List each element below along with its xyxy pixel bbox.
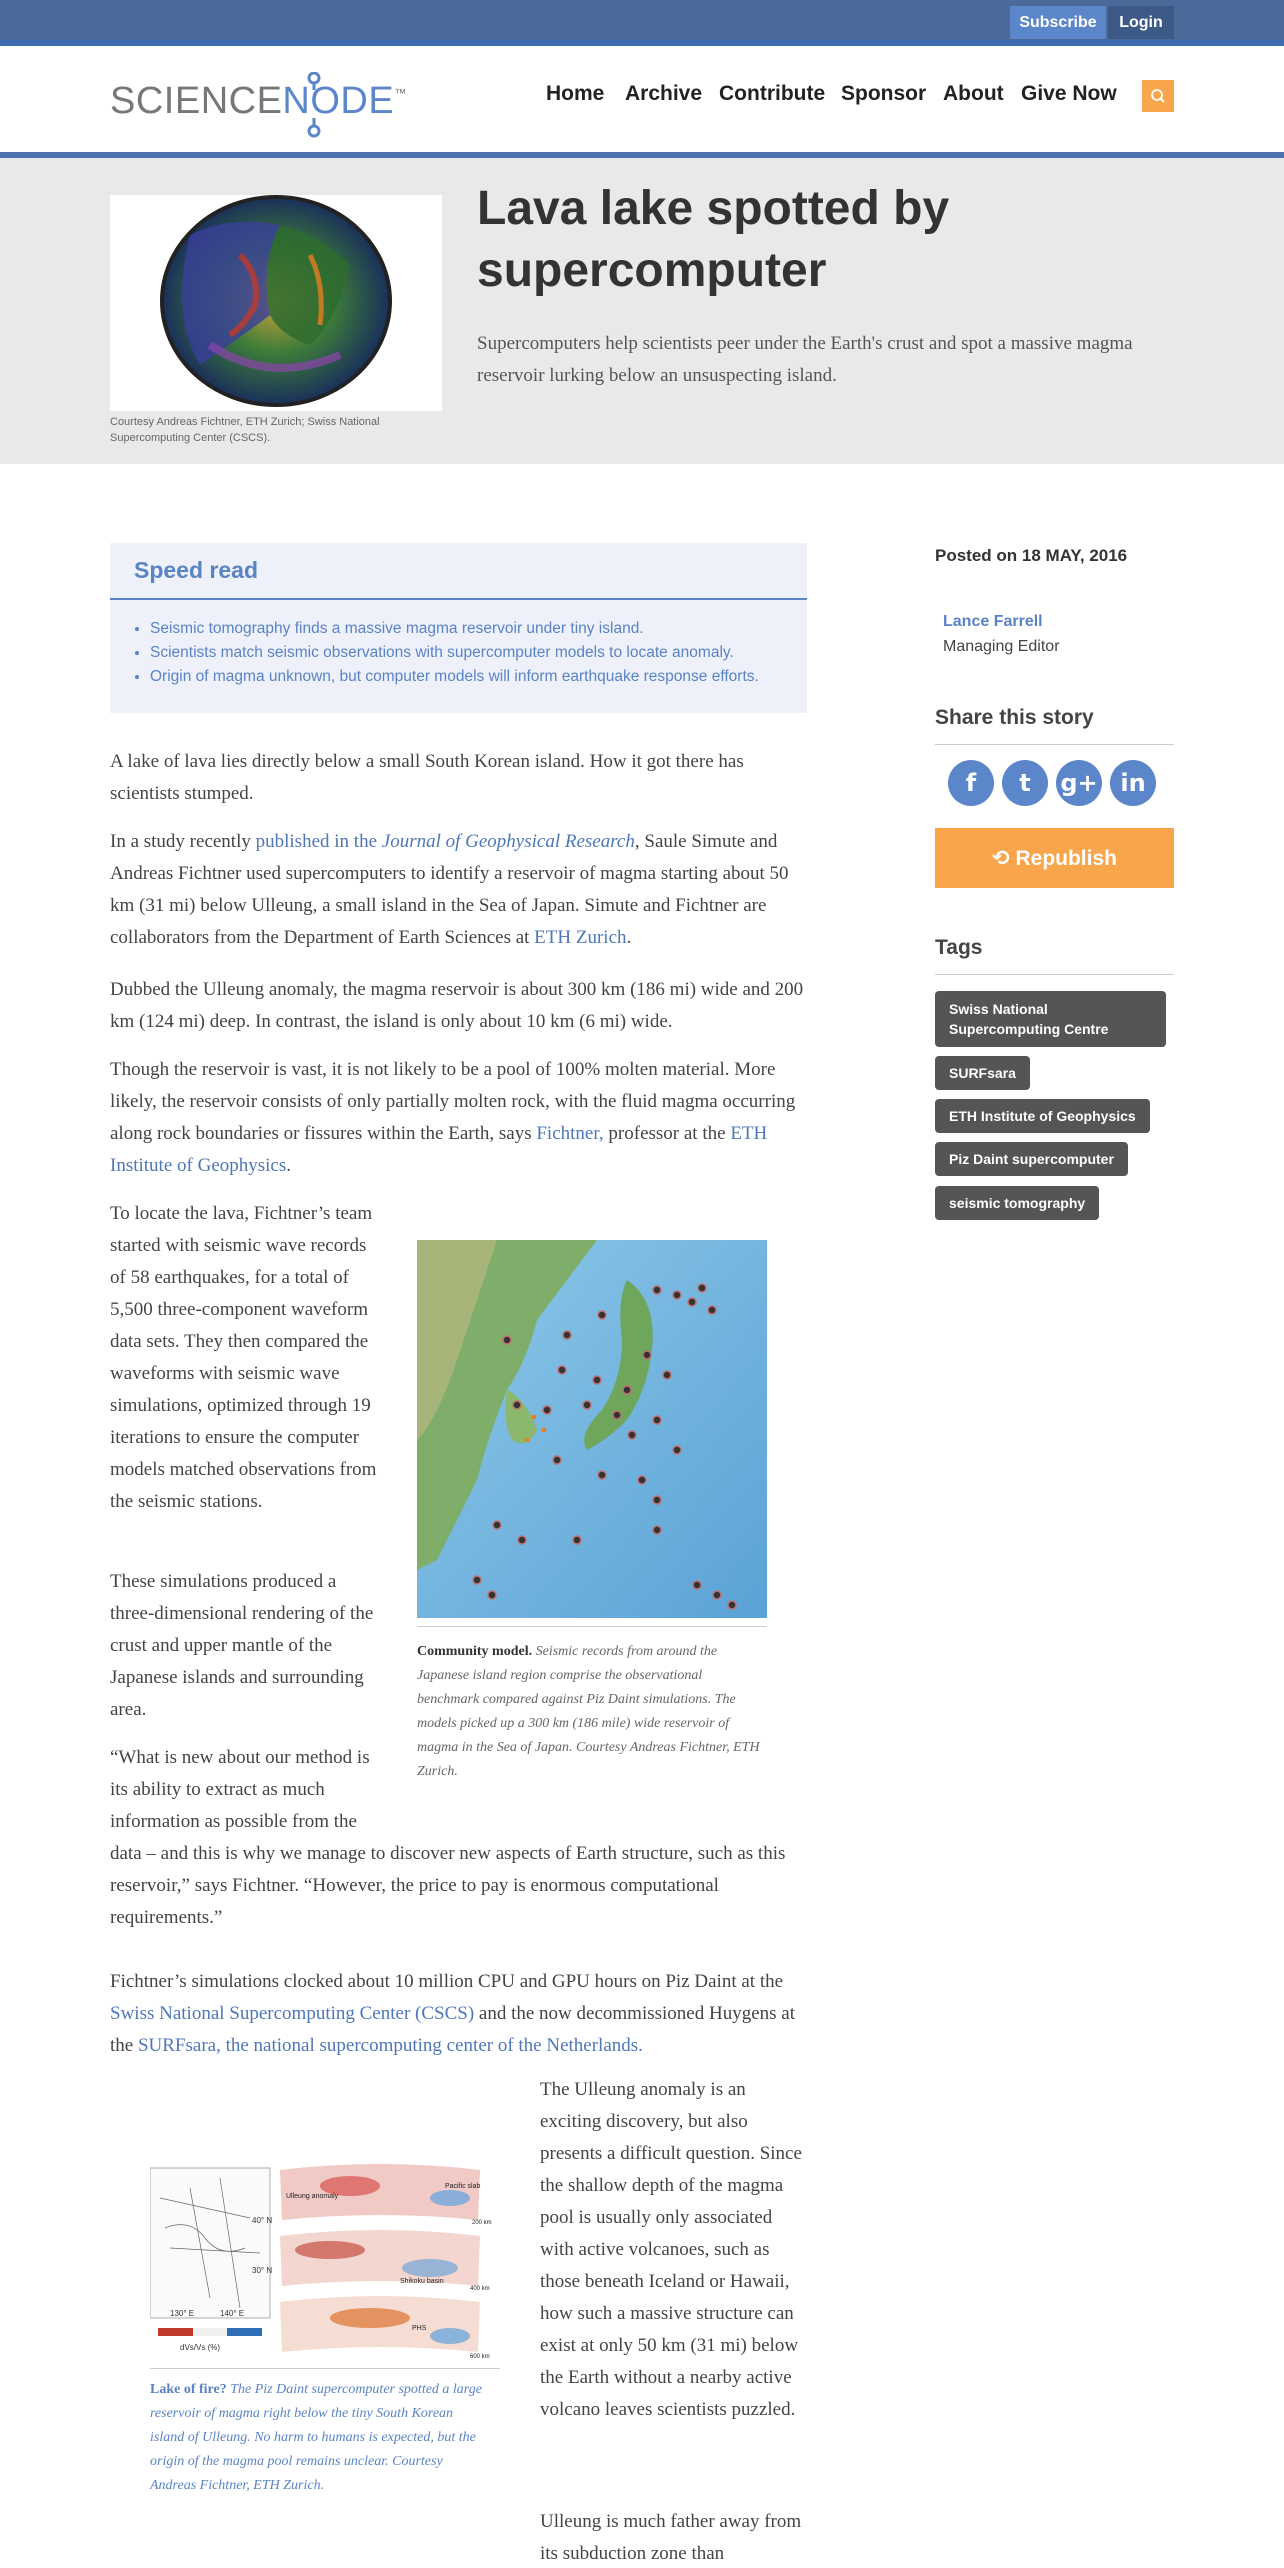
logo-text-science: SCIENCE [110, 80, 283, 122]
link-journal-of-geophysical-research[interactable] [256, 831, 635, 852]
hero-image-earth-globe [110, 195, 442, 411]
text-span: Fichtner’s simulations clocked about 10 million CPU and GPU hours on Piz Daint at the [110, 1971, 784, 1992]
text-span: Though the reservoir is vast, it is not likely to be a pool of 100% molten material. More likely, the reservoir consists of only partially molten rock, with the fluid magma occurring along rock boundaries or fissures within the Earth, says [110, 1059, 796, 1144]
figure-2-caption-bold: Lake of fire? [150, 2382, 227, 2397]
tag-swiss-national-supercomputing-centre[interactable]: Swiss National Supercomputing Centre [935, 991, 1166, 1047]
speed-read-item: • Scientists match seismic observations with supercomputer models to locate anomaly. [150, 641, 800, 665]
share-linkedin-button[interactable] [1110, 760, 1156, 806]
text-span: and the now decommissioned Huygens at the [110, 2003, 795, 2056]
share-facebook-button[interactable] [948, 760, 994, 806]
logo-text-node: NODE [282, 80, 395, 122]
tag-piz-daint-supercomputer[interactable]: Piz Daint supercomputer [935, 1142, 1128, 1176]
nav-about[interactable]: About [943, 82, 1004, 105]
linkedin-icon: in [1120, 769, 1146, 797]
text-span: . [626, 927, 632, 948]
republish-icon: ⟲ [992, 846, 1010, 870]
link-fichtner[interactable]: Fichtner, [536, 1123, 604, 1144]
twitter-icon: t [1019, 769, 1031, 797]
speed-read-item: • Origin of magma unknown, but computer models will inform earthquake response efforts. [150, 665, 800, 689]
article-paragraph-5: To locate the lava, Fichtner’s team started with seismic wave records of 58 earthquakes, for a total of 5,500 three-component waveform data sets. They then compared the waveforms with seismic wave simulations, optimized through 19 iterations to ensure the computer models matched observations from the seismic stations. [110, 1203, 377, 1512]
speed-read-box [110, 543, 807, 713]
map-tick-40n: 40° N [252, 2216, 273, 2225]
republish-label: Republish [1015, 847, 1117, 870]
search-icon [1142, 80, 1174, 112]
page-title-line-1: Lava lake spotted by [477, 182, 950, 235]
figure-2-divider [150, 2368, 500, 2369]
label-shikoku-basin: Shikoku basin [400, 2278, 444, 2285]
posted-label: Posted on [935, 546, 1018, 565]
map-tick-130e: 130° E [170, 2309, 195, 2318]
depth-200km: 200 km [472, 2220, 492, 2226]
text-span: . [286, 1155, 292, 1176]
logo-node-mark [110, 72, 400, 138]
author-role: Managing Editor [943, 638, 1060, 655]
tag-eth-institute-of-geophysics[interactable]: ETH Institute of Geophysics [935, 1099, 1150, 1133]
link-surfsara[interactable]: SURFsara, the national supercomputing center of the Netherlands. [137, 2035, 643, 2056]
tags-divider [935, 974, 1174, 975]
figure-1-caption [417, 1640, 767, 1784]
depth-600km: 600 km [470, 2354, 490, 2360]
nav-archive[interactable]: Archive [625, 82, 703, 105]
label-phs: PHS [412, 2325, 427, 2332]
figure-1-caption-bold: Community model. [417, 1644, 533, 1659]
link-eth-institute-of-geophysics[interactable]: ETH Institute of Geophysics [110, 1123, 768, 1176]
text-span: , Saule Simute and Andreas Fichtner used supercomputers to identify a reservoir of magma starting about 50 km (31 mi) below Ulleung, a small island in the Sea of Japan. Simute and Fichtner are collaborators from the Department of Earth Sciences at [110, 831, 789, 948]
nav-home[interactable]: Home [546, 82, 605, 105]
search-button[interactable] [1142, 80, 1174, 112]
republish-button[interactable] [935, 828, 1174, 888]
link-eth-zurich[interactable]: ETH Zurich [534, 927, 627, 948]
link-text: published in the [255, 831, 382, 852]
article-paragraph-4 [110, 1054, 807, 1182]
globe-illustration [110, 195, 442, 411]
colorbar-label: dVs/Vs (%) [180, 2343, 221, 2352]
text-span: professor at the [603, 1123, 731, 1144]
map-tick-30n: 30° N [252, 2266, 273, 2275]
article-paragraph-3: Dubbed the Ulleung anomaly, the magma reservoir is about 300 km (186 mi) wide and 200 km (124 mi) deep. In contrast, the island is only about 10 km (6 mi) wide. [110, 979, 804, 1032]
google-plus-icon: g+ [1060, 769, 1098, 797]
article-paragraph-9: The Ulleung anomaly is an exciting discovery, but also presents a difficult question. Since the shallow depth of the magma pool is usually only associated with active volcanoes, such as those beneath Iceland or Hawaii, how such a massive structure can exist at only 50 km (31 mi) below the Earth without a nearby active volcano leaves scientists puzzled. [540, 2079, 802, 2420]
article-paragraph-8 [110, 1966, 807, 2062]
facebook-icon: f [965, 769, 977, 797]
article-paragraph-1: A lake of lava lies directly below a small South Korean island. How it got there has scientists stumped. [110, 751, 744, 804]
figure-japan-seismic-map [417, 1240, 767, 1620]
tag-surfsara[interactable]: SURFsara [935, 1056, 1030, 1090]
article-paragraph-2 [110, 826, 807, 954]
page-title [477, 178, 1077, 302]
figure-2-caption [150, 2378, 485, 2498]
author-link[interactable]: Lance Farrell [943, 613, 1043, 630]
link-cscs[interactable]: Swiss National Supercomputing Center (CSCS) [110, 2003, 475, 2024]
subscribe-button[interactable]: Subscribe [1010, 6, 1106, 39]
login-button[interactable]: Login [1108, 6, 1174, 39]
depth-400km: 400 km [470, 2286, 490, 2292]
tag-seismic-tomography[interactable]: seismic tomography [935, 1186, 1099, 1220]
top-bar [0, 0, 1284, 40]
figure-1-caption-text: Seismic records from around the Japanese island region comprise the observational benchmark compared against Piz Daint simulations. The models picked up a 300 km (186 mile) wide reservoir of magma in the Sea of Japan. Courtesy Andreas Fichtner, ETH Zurich. [417, 1644, 760, 1779]
share-divider [935, 744, 1174, 745]
posted-date-value: 18 MAY, 2016 [1021, 546, 1128, 565]
article-paragraph-6: These simulations produced a three-dimensional rendering of the crust and upper mantle of the Japanese islands and surrounding area. [110, 1571, 374, 1720]
article-paragraph-7a: “What is new about our method is its ability to extract as much information as possible from the [110, 1747, 370, 1832]
article-paragraph-7b: data – and this is why we manage to discover new aspects of Earth structure, such as this reservoir,” says Fichtner. “However, the price to pay is enormous computational requirements.” [110, 1843, 786, 1928]
label-ulleung-anomaly: Ulleung anomaly [286, 2193, 339, 2200]
cross-section-illustration [150, 2158, 500, 2362]
sciencenode-logo[interactable] [110, 72, 407, 138]
share-googleplus-button[interactable] [1056, 760, 1102, 806]
speed-read-heading: Speed read [134, 557, 258, 583]
share-heading: Share this story [935, 706, 1094, 729]
nav-give-now[interactable]: Give Now [1021, 82, 1117, 105]
speed-read-list [150, 617, 800, 689]
share-twitter-button[interactable] [1002, 760, 1048, 806]
label-pacific-slab: Pacific slab [445, 2183, 481, 2190]
hero-image-caption: Courtesy Andreas Fichtner, ETH Zurich; Swiss National Supercomputing Center (CSCS). [110, 416, 380, 444]
figure-cross-section-image [150, 2158, 500, 2362]
map-tick-140e: 140° E [220, 2309, 245, 2318]
nav-sponsor[interactable]: Sponsor [841, 82, 927, 105]
posted-date [935, 546, 1127, 566]
japan-map-image [417, 1240, 767, 1620]
page-title-line-2: supercomputer [477, 244, 827, 297]
figure-2-caption-text: The Piz Daint supercomputer spotted a large reservoir of magma right below the tiny South Korean island of Ulleung. No harm to humans is expected, but the origin of the magma pool remains unclear. Courtesy Andreas Fichtner, ETH Zurich. [150, 2382, 482, 2493]
link-text-italic: Journal of Geophysical Research [381, 831, 635, 852]
text-span: In a study recently [110, 831, 256, 852]
speed-read-item: • Seismic tomography finds a massive magma reservoir under tiny island. [150, 617, 800, 641]
page-subtitle: Supercomputers help scientists peer under the Earth's crust and spot a massive magma reservoir lurking below an unsuspecting island. [477, 333, 1133, 386]
article-paragraph-10: Ulleung is much father away from its subduction zone than [540, 2511, 802, 2564]
logo-tm: ™ [394, 86, 407, 100]
nav-contribute[interactable]: Contribute [719, 82, 826, 105]
tags-heading: Tags [935, 936, 983, 959]
speed-read-divider [110, 598, 807, 600]
figure-divider [417, 1626, 767, 1627]
